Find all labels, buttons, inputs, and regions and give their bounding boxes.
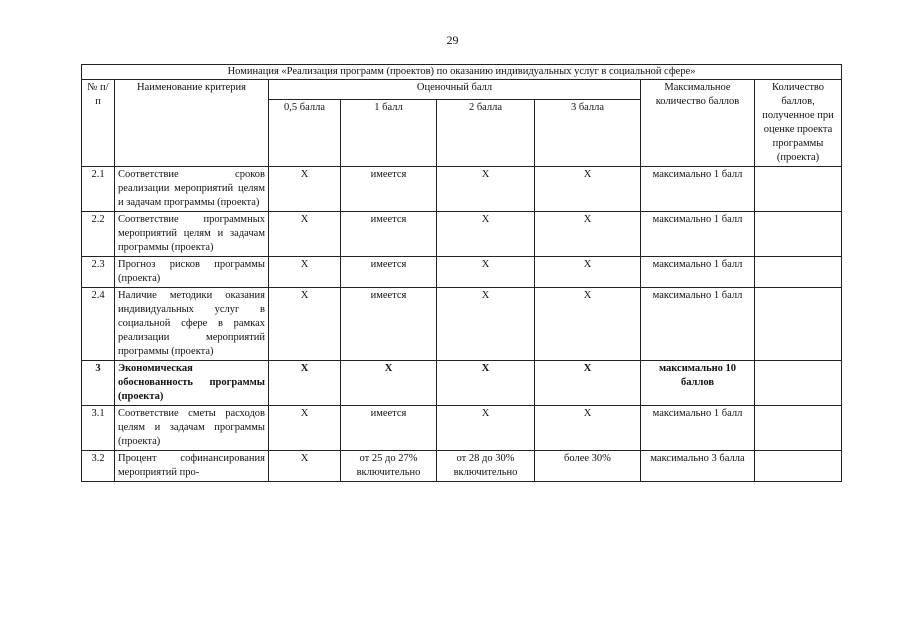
criterion-number: 2.1: [82, 167, 115, 212]
max-score: максимально 1 балл: [641, 257, 755, 288]
criterion-name: Соответствие сроков реализации мероприятий целям и задачам программы (проекта): [115, 167, 269, 212]
criterion-number: 3: [82, 361, 115, 406]
score-one: имеется: [341, 167, 437, 212]
table-row: [82, 212, 842, 257]
score-three: более 30%: [535, 451, 641, 482]
max-score: максимально 3 балла: [641, 451, 755, 482]
criterion-name: Соответствие сметы расходов целям и задачам программы (проекта): [115, 406, 269, 451]
criterion-name: Экономическая обоснованность программы (проекта): [115, 361, 269, 406]
max-score: максимально 1 балл: [641, 406, 755, 451]
score-half: Х: [269, 167, 341, 212]
table-row: [82, 257, 842, 288]
table-row: [82, 167, 842, 212]
header-score-group: Оценочный балл: [269, 80, 641, 100]
criterion-name: Процент софинансирования мероприятий про-: [115, 451, 269, 482]
header-score-level: 2 балла: [437, 100, 535, 167]
score-two: Х: [437, 288, 535, 361]
received-score: [755, 167, 842, 212]
max-score: максимально 1 балл: [641, 212, 755, 257]
criterion-number: 2.3: [82, 257, 115, 288]
header-score-level: 3 балла: [535, 100, 641, 167]
score-three: Х: [535, 257, 641, 288]
score-two: Х: [437, 257, 535, 288]
score-half: Х: [269, 361, 341, 406]
criterion-number: 2.4: [82, 288, 115, 361]
criterion-name: Соответствие программных мероприятий целям и задачам программы (проекта): [115, 212, 269, 257]
table-row: [82, 288, 842, 361]
criterion-number: 2.2: [82, 212, 115, 257]
table-row: [82, 361, 842, 406]
received-score: [755, 451, 842, 482]
score-one: имеется: [341, 257, 437, 288]
score-half: Х: [269, 288, 341, 361]
header-num: № п/п: [82, 80, 115, 167]
score-one: имеется: [341, 288, 437, 361]
nomination-title: Номинация «Реализация программ (проектов) по оказанию индивидуальных услуг в социальной сфере»: [82, 65, 842, 80]
received-score: [755, 257, 842, 288]
score-two: Х: [437, 167, 535, 212]
score-three: Х: [535, 406, 641, 451]
criteria-rows: [82, 167, 842, 482]
score-one: Х: [341, 361, 437, 406]
score-three: Х: [535, 167, 641, 212]
max-score: максимально 1 балл: [641, 288, 755, 361]
score-two: Х: [437, 406, 535, 451]
criterion-number: 3.2: [82, 451, 115, 482]
score-half: Х: [269, 406, 341, 451]
received-score: [755, 288, 842, 361]
score-one: имеется: [341, 406, 437, 451]
score-half: Х: [269, 212, 341, 257]
criterion-number: 3.1: [82, 406, 115, 451]
criterion-name: Наличие методики оказания индивидуальных услуг в социальной сфере в рамках реализации мероприятий программы (проекта): [115, 288, 269, 361]
header-received-score: Количество баллов, полученное при оценке проекта программы (проекта): [755, 80, 842, 167]
score-half: Х: [269, 451, 341, 482]
received-score: [755, 406, 842, 451]
header-max-score: Максимальное количество баллов: [641, 80, 755, 167]
score-three: Х: [535, 361, 641, 406]
score-three: Х: [535, 288, 641, 361]
header-score-level: 0,5 балла: [269, 100, 341, 167]
table-row: [82, 406, 842, 451]
score-two: Х: [437, 361, 535, 406]
max-score: максимально 10 баллов: [641, 361, 755, 406]
header-criterion-name: Наименование критерия: [115, 80, 269, 167]
header-score-level: 1 балл: [341, 100, 437, 167]
page-number: 29: [446, 33, 459, 47]
score-two: от 28 до 30% включительно: [437, 451, 535, 482]
received-score: [755, 361, 842, 406]
table-row: [82, 451, 842, 482]
max-score: максимально 1 балл: [641, 167, 755, 212]
criterion-name: Прогноз рисков программы (проекта): [115, 257, 269, 288]
received-score: [755, 212, 842, 257]
score-half: Х: [269, 257, 341, 288]
score-one: от 25 до 27% включительно: [341, 451, 437, 482]
score-three: Х: [535, 212, 641, 257]
score-two: Х: [437, 212, 535, 257]
score-one: имеется: [341, 212, 437, 257]
criteria-table: [81, 64, 842, 482]
